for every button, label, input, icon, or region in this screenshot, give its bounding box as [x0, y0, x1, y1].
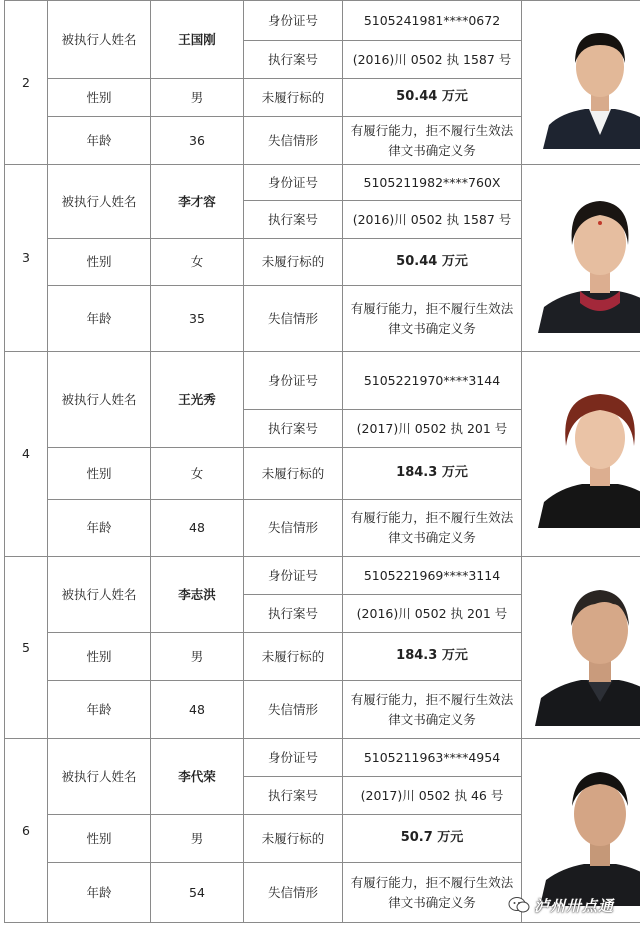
id-number: 5105241981****0672 [343, 1, 522, 41]
gender-value: 女 [151, 239, 244, 286]
watermark-text: 泸州卅点通 [534, 896, 615, 915]
age-label: 年龄 [48, 681, 151, 739]
situation-value: 有履行能力，拒不履行生效法律文书确定义务 [343, 500, 522, 557]
situation-label: 失信情形 [244, 286, 343, 352]
name-label: 被执行人姓名 [48, 557, 151, 633]
case-label: 执行案号 [244, 410, 343, 448]
gender-label: 性别 [48, 79, 151, 117]
age-value: 36 [151, 117, 244, 165]
portrait-cell [522, 165, 640, 352]
amount-value: 184.3 万元 [343, 633, 522, 681]
id-label: 身份证号 [244, 352, 343, 410]
gender-value: 男 [151, 79, 244, 117]
case-number: (2016)川 0502 执 1587 号 [343, 41, 522, 79]
case-number: (2016)川 0502 执 1587 号 [343, 201, 522, 239]
person-name: 李才容 [151, 165, 244, 239]
record-row [5, 557, 640, 595]
watermark [508, 892, 634, 918]
record-row [5, 352, 640, 410]
case-number: (2017)川 0502 执 201 号 [343, 410, 522, 448]
portrait-photo [540, 756, 640, 906]
case-label: 执行案号 [244, 41, 343, 79]
person-name: 李代荣 [151, 739, 244, 815]
situation-value: 有履行能力，拒不履行生效法律文书确定义务 [343, 863, 522, 923]
id-label: 身份证号 [244, 739, 343, 777]
gender-label: 性别 [48, 633, 151, 681]
id-number: 5105221969****3114 [343, 557, 522, 595]
situation-label: 失信情形 [244, 500, 343, 557]
gender-value: 男 [151, 633, 244, 681]
age-label: 年龄 [48, 500, 151, 557]
name-label: 被执行人姓名 [48, 1, 151, 79]
age-value: 35 [151, 286, 244, 352]
situation-label: 失信情形 [244, 117, 343, 165]
id-number: 5105211963****4954 [343, 739, 522, 777]
case-number: (2017)川 0502 执 46 号 [343, 777, 522, 815]
portrait-photo [538, 380, 640, 528]
amount-label: 未履行标的 [244, 79, 343, 117]
person-name: 李志洪 [151, 557, 244, 633]
situation-value: 有履行能力，拒不履行生效法律文书确定义务 [343, 681, 522, 739]
id-label: 身份证号 [244, 557, 343, 595]
id-number: 5105211982****760X [343, 165, 522, 201]
id-number: 5105221970****3144 [343, 352, 522, 410]
record-row [5, 739, 640, 777]
amount-value: 184.3 万元 [343, 448, 522, 500]
id-label: 身份证号 [244, 165, 343, 201]
record-number: 2 [5, 1, 48, 165]
id-label: 身份证号 [244, 1, 343, 41]
case-label: 执行案号 [244, 201, 343, 239]
amount-label: 未履行标的 [244, 815, 343, 863]
situation-value: 有履行能力，拒不履行生效法律文书确定义务 [343, 117, 522, 165]
record-row [5, 165, 640, 201]
situation-label: 失信情形 [244, 863, 343, 923]
portrait-cell [522, 557, 640, 739]
gender-label: 性别 [48, 815, 151, 863]
gender-label: 性别 [48, 239, 151, 286]
age-value: 54 [151, 863, 244, 923]
portrait-cell [522, 1, 640, 165]
age-label: 年龄 [48, 117, 151, 165]
age-label: 年龄 [48, 863, 151, 923]
record-number: 6 [5, 739, 48, 923]
record-number: 4 [5, 352, 48, 557]
person-name: 王国刚 [151, 1, 244, 79]
amount-label: 未履行标的 [244, 448, 343, 500]
defaulter-table [4, 0, 640, 923]
amount-value: 50.44 万元 [343, 79, 522, 117]
amount-label: 未履行标的 [244, 633, 343, 681]
record-number: 3 [5, 165, 48, 352]
gender-value: 女 [151, 448, 244, 500]
portrait-photo [541, 17, 640, 149]
portrait-photo [535, 570, 640, 726]
name-label: 被执行人姓名 [48, 165, 151, 239]
amount-value: 50.44 万元 [343, 239, 522, 286]
portrait-photo [538, 183, 640, 333]
age-value: 48 [151, 500, 244, 557]
case-label: 执行案号 [244, 595, 343, 633]
gender-label: 性别 [48, 448, 151, 500]
amount-label: 未履行标的 [244, 239, 343, 286]
age-value: 48 [151, 681, 244, 739]
record-number: 5 [5, 557, 48, 739]
case-number: (2016)川 0502 执 201 号 [343, 595, 522, 633]
gender-value: 男 [151, 815, 244, 863]
situation-value: 有履行能力，拒不履行生效法律文书确定义务 [343, 286, 522, 352]
case-label: 执行案号 [244, 777, 343, 815]
portrait-cell [522, 352, 640, 557]
record-row [5, 1, 640, 41]
person-name: 王光秀 [151, 352, 244, 448]
amount-value: 50.7 万元 [343, 815, 522, 863]
name-label: 被执行人姓名 [48, 352, 151, 448]
wechat-icon [508, 896, 530, 914]
name-label: 被执行人姓名 [48, 739, 151, 815]
age-label: 年龄 [48, 286, 151, 352]
situation-label: 失信情形 [244, 681, 343, 739]
